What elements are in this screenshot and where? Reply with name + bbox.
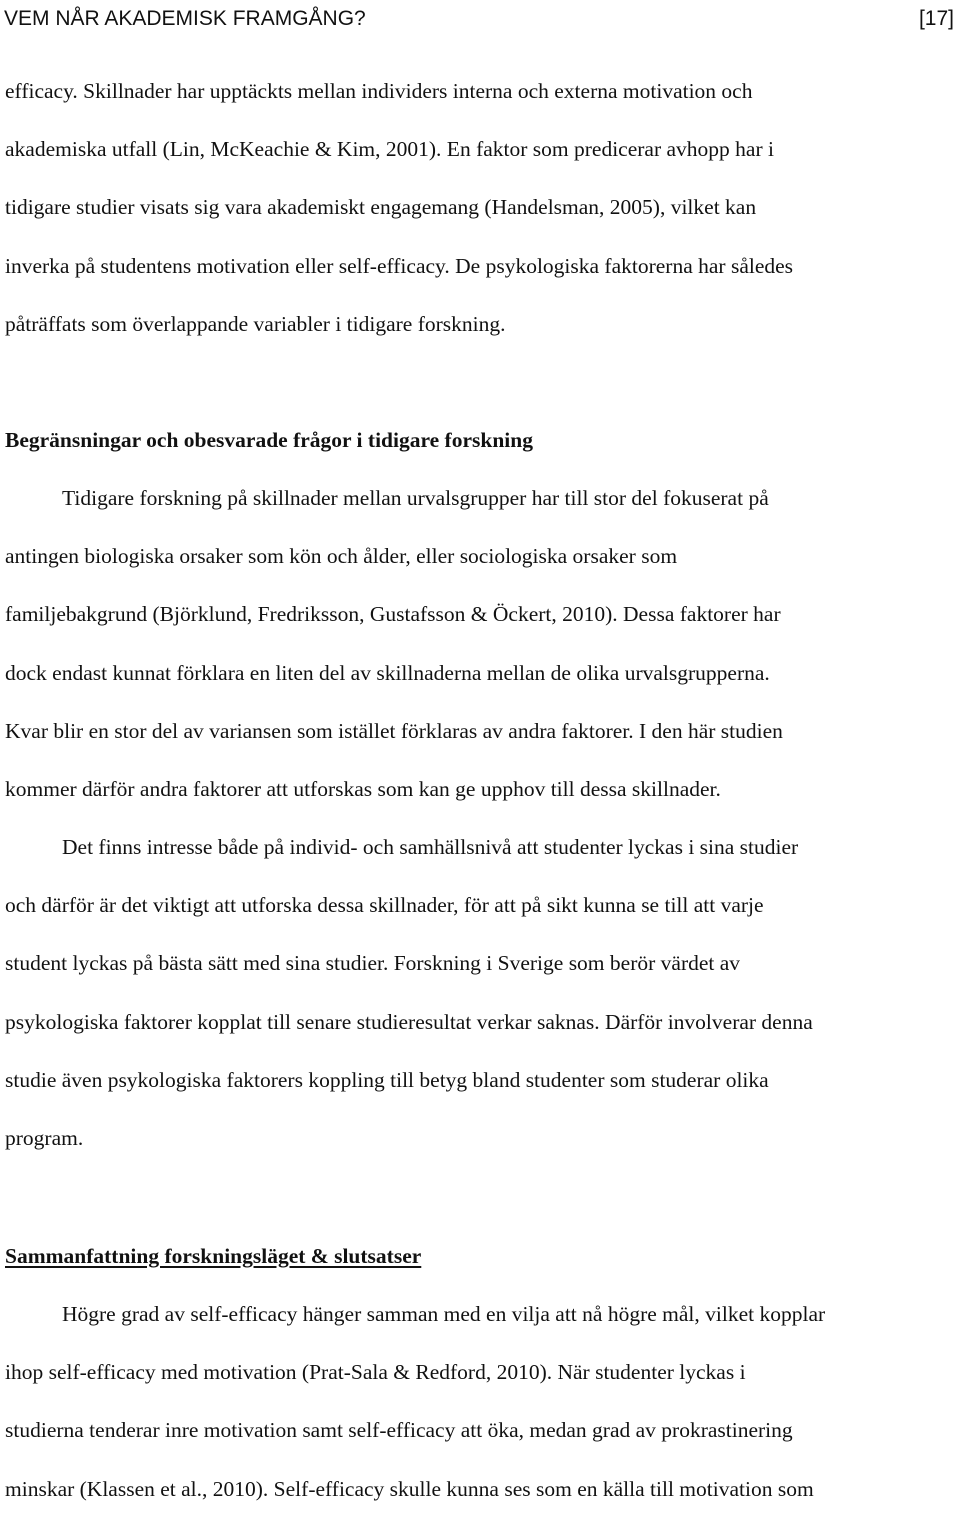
text-line: Tidigare forskning på skillnader mellan urvalsgrupper har till stor del fokuserat på xyxy=(62,486,769,510)
paragraph-interest-study-success xyxy=(5,818,960,1167)
section-heading-summary: Sammanfattning forskningsläget & slutsatser xyxy=(5,1244,422,1268)
page-number: [17] xyxy=(918,7,954,30)
text-line: psykologiska faktorer kopplat till senare studieresultat verkar saknas. Därför involverar denna xyxy=(5,1009,813,1034)
text-line: efficacy. Skillnader har upptäckts mellan individers interna och externa motivation och xyxy=(5,79,753,103)
text-line: dock endast kunnat förklara en liten del av skillnaderna mellan de olika urvalsgrupperna. xyxy=(5,660,770,685)
text-line: påträffats som överlappande variabler i tidigare forskning. xyxy=(5,311,506,336)
text-line: minskar (Klassen et al., 2010). Self-efficacy skulle kunna ses som en källa till motivation som xyxy=(5,1476,814,1501)
text-line: program. xyxy=(5,1125,84,1150)
page-header xyxy=(4,4,954,34)
text-line: studierna tenderar inre motivation samt self-efficacy att öka, medan grad av prokrastinering xyxy=(5,1418,793,1443)
running-title: VEM NÅR AKADEMISK FRAMGÅNG? xyxy=(4,7,366,30)
text-line: ihop self-efficacy med motivation (Prat-Sala & Redford, 2010). När studenter lyckas i xyxy=(5,1360,746,1385)
text-line: Högre grad av self-efficacy hänger samman med en vilja att nå högre mål, vilket kopplar xyxy=(62,1302,826,1326)
section-heading-limitations: Begränsningar och obesvarade frågor i tidigare forskning xyxy=(5,428,533,452)
text-line: akademiska utfall (Lin, McKeachie & Kim, 2001). En faktor som predicerar avhopp har i xyxy=(5,137,774,162)
text-line: tidigare studier visats sig vara akademiskt engagemang (Handelsman, 2005), vilket kan xyxy=(5,195,757,220)
text-line: och därför är det viktigt att utforska dessa skillnader, för att på sikt kunna se till att varje xyxy=(5,893,764,918)
text-line: familjebakgrund (Björklund, Fredriksson, Gustafsson & Öckert, 2010). Dessa faktorer har xyxy=(5,602,781,627)
text-line: Det finns intresse både på individ- och samhällsnivå att studenter lyckas i sina studier xyxy=(62,835,799,859)
text-line: student lyckas på bästa sätt med sina studier. Forskning i Sverige som berör värdet av xyxy=(5,951,741,976)
paragraph-motivation-engagement xyxy=(5,62,960,353)
paragraph-self-efficacy-summary xyxy=(5,1285,960,1518)
text-line: antingen biologiska orsaker som kön och ålder, eller sociologiska orsaker som xyxy=(5,544,678,569)
paragraph-group-differences xyxy=(5,469,960,818)
text-line: inverka på studentens motivation eller self-efficacy. De psykologiska faktorerna har således xyxy=(5,253,794,278)
text-line: studie även psykologiska faktorers koppling till betyg bland studenter som studerar olika xyxy=(5,1067,769,1092)
text-line: Kvar blir en stor del av variansen som istället förklaras av andra faktorer. I den här studien xyxy=(5,718,783,743)
text-line: kommer därför andra faktorer att utforskas som kan ge upphov till dessa skillnader. xyxy=(5,776,721,801)
